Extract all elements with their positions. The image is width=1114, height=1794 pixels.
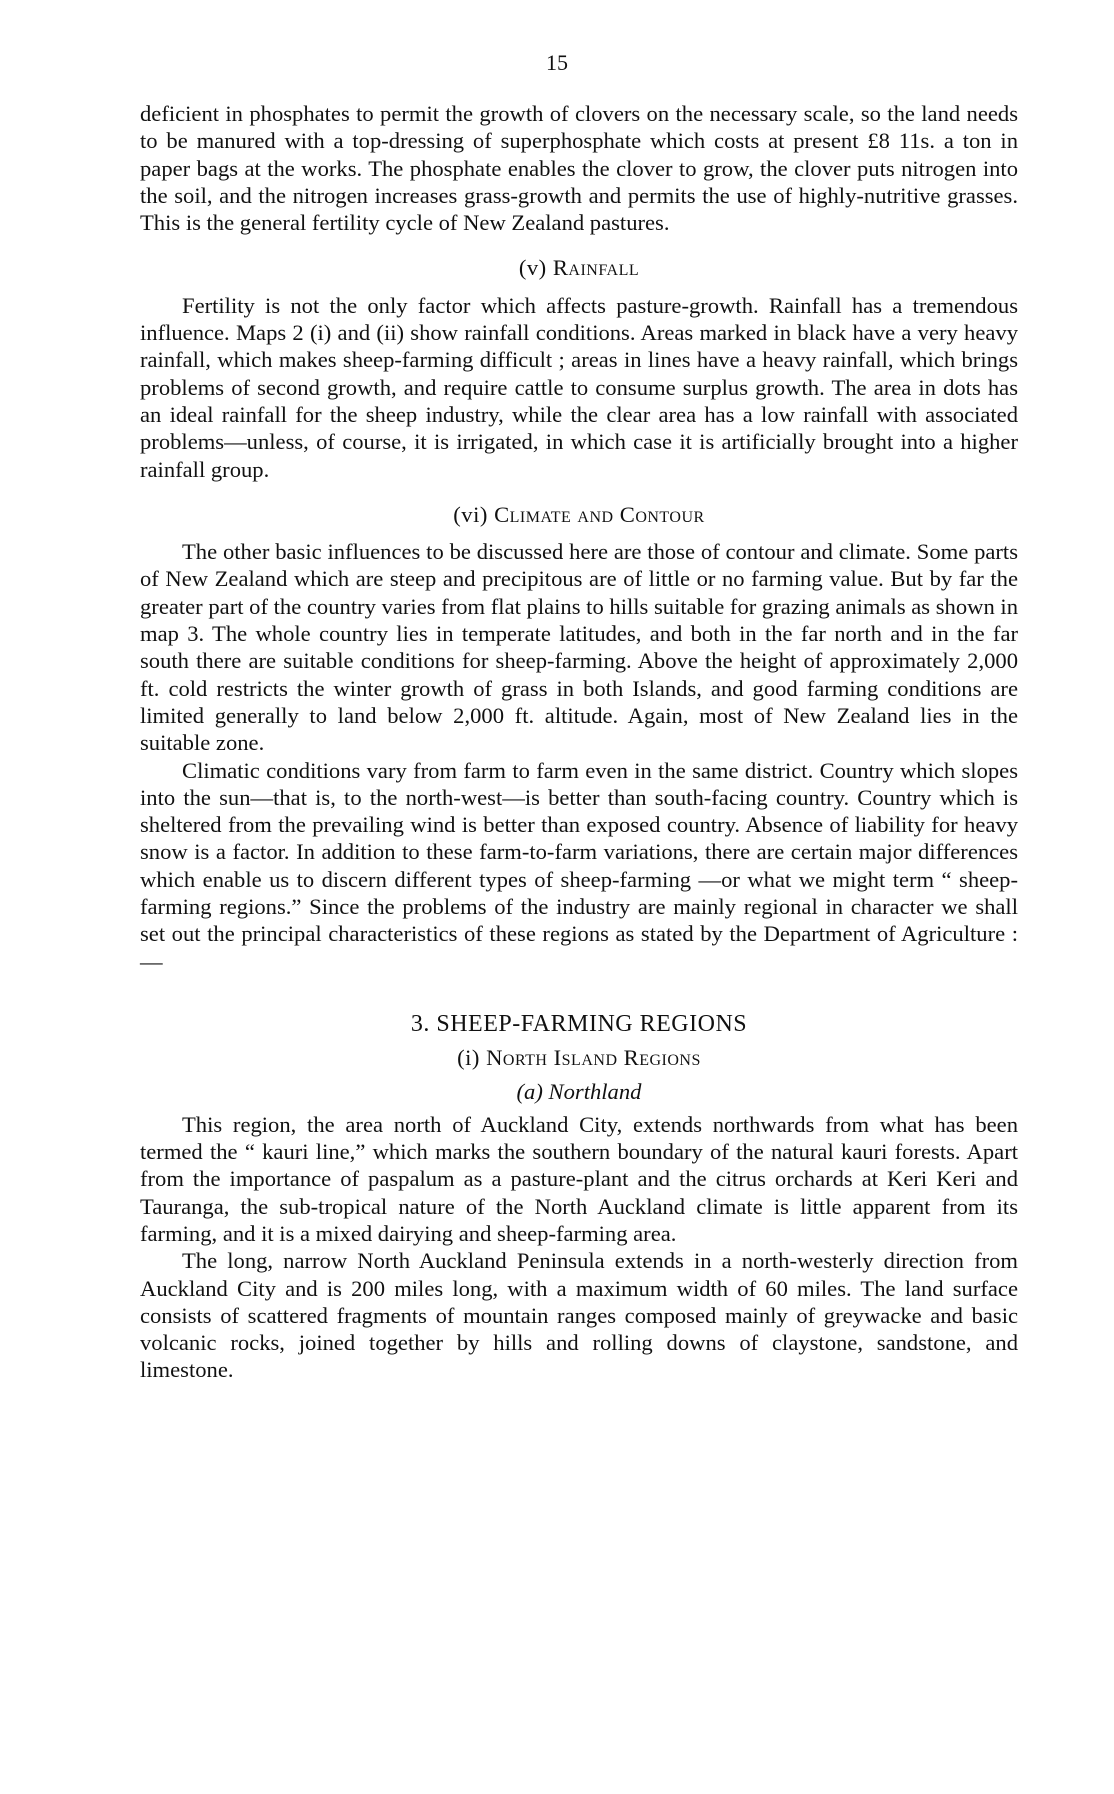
page-number: 15 — [546, 50, 568, 75]
heading-north-number: (i) — [457, 1045, 480, 1071]
paragraph-contour: The other basic influences to be discussed here are those of contour and climate. Some parts of New Zealand which are steep and precipitous are of little or no farming value. But by far the greater part of the country varies from flat plains to hills suitable for grazing animals as shown in map 3. The whole country lies in temperate latitudes, and both in the far north and in the far south there are suitable conditions for sheep-farming. Above the height of approximately 2,000 ft. cold restricts the winter growth of grass in both Islands, and good farming conditions are limited generally to land below 2,000 ft. altitude. Again, most of New Zealand lies in the suitable zone. — [140, 539, 1018, 756]
heading-climate-number: (vi) — [453, 501, 488, 527]
heading-north-text: North Island Regions — [486, 1045, 701, 1071]
heading-northland-letter: (a) — [516, 1078, 543, 1104]
heading-north-island-regions — [140, 1044, 1018, 1071]
paragraph-rainfall: Fertility is not the only factor which affects pasture-growth. Rainfall has a tremendous influence. Maps 2 (i) and (ii) show rainfall conditions. Areas marked in black have a very heavy rainfall, which makes sheep-farming difficult ; areas in lines have a heavy rainfall, which brings problems of second growth, and require cattle to consume surplus growth. The area in dots has an ideal rainfall for the sheep industry, while the clear area has a low rainfall with associated problems—unless, of course, it is irrigated, in which case it is artificially brought into a higher rainfall group. — [140, 292, 1018, 482]
heading-northland-text: Northland — [548, 1078, 642, 1104]
paragraph-fertility-cycle: deficient in phosphates to permit the growth of clovers on the necessary scale, so the land needs to be manured with a top-dressing of superphosphate which costs at present £8 11s. a ton in paper bags at the works. The phosphate enables the clover to grow, the clover puts nitrogen into the soil, and the nitrogen increases grass-growth and permits the use of highly-nutritive grasses. This is the general fertility cycle of New Zealand pastures. — [140, 101, 1018, 236]
heading-northland — [140, 1078, 1018, 1105]
heading-sheep-farming-regions: 3. SHEEP-FARMING REGIONS — [410, 1010, 748, 1037]
heading-climate-contour — [140, 501, 1018, 528]
paragraph-climatic-conditions: Climatic conditions vary from farm to farm even in the same district. Country which slopes into the sun—that is, to the north-west—is better than south-facing country. Country which is sheltered from the prevailing wind is better than exposed country. Absence of liability for heavy snow is a factor. In addition to these farm-to-farm variations, there are certain major differences which enable us to discern different types of sheep-farming —or what we might term “ sheep-farming regions.” Since the problems of the industry are mainly regional in character we shall set out the principal characteristics of these regions as stated by the Department of Agriculture :— — [140, 757, 1018, 974]
heading-rainfall-number: (v) — [518, 255, 547, 281]
heading-rainfall-text: Rainfall — [552, 255, 640, 281]
heading-rainfall — [140, 254, 1018, 281]
heading-climate-text: Climate and Contour — [494, 501, 705, 527]
paragraph-north-auckland-peninsula: The long, narrow North Auckland Peninsula extends in a north-westerly direction from Auckland City and is 200 miles long, with a maximum width of 60 miles. The land surface consists of scattered fragments of mountain ranges composed mainly of greywacke and basic volcanic rocks, joined together by hills and rolling downs of claystone, sandstone, and limestone. — [140, 1248, 1018, 1383]
text-column — [140, 100, 1018, 1384]
paragraph-northland-region: This region, the area north of Auckland City, extends northwards from what has been termed the “ kauri line,” which marks the southern boundary of the natural kauri forests. Apart from the importance of paspalum as a pasture-plant and the citrus orchards at Keri Keri and Tauranga, the sub-tropical nature of the North Auckland climate is little apparent from its farming, and it is a mixed dairying and sheep-farming area. — [140, 1111, 1018, 1246]
